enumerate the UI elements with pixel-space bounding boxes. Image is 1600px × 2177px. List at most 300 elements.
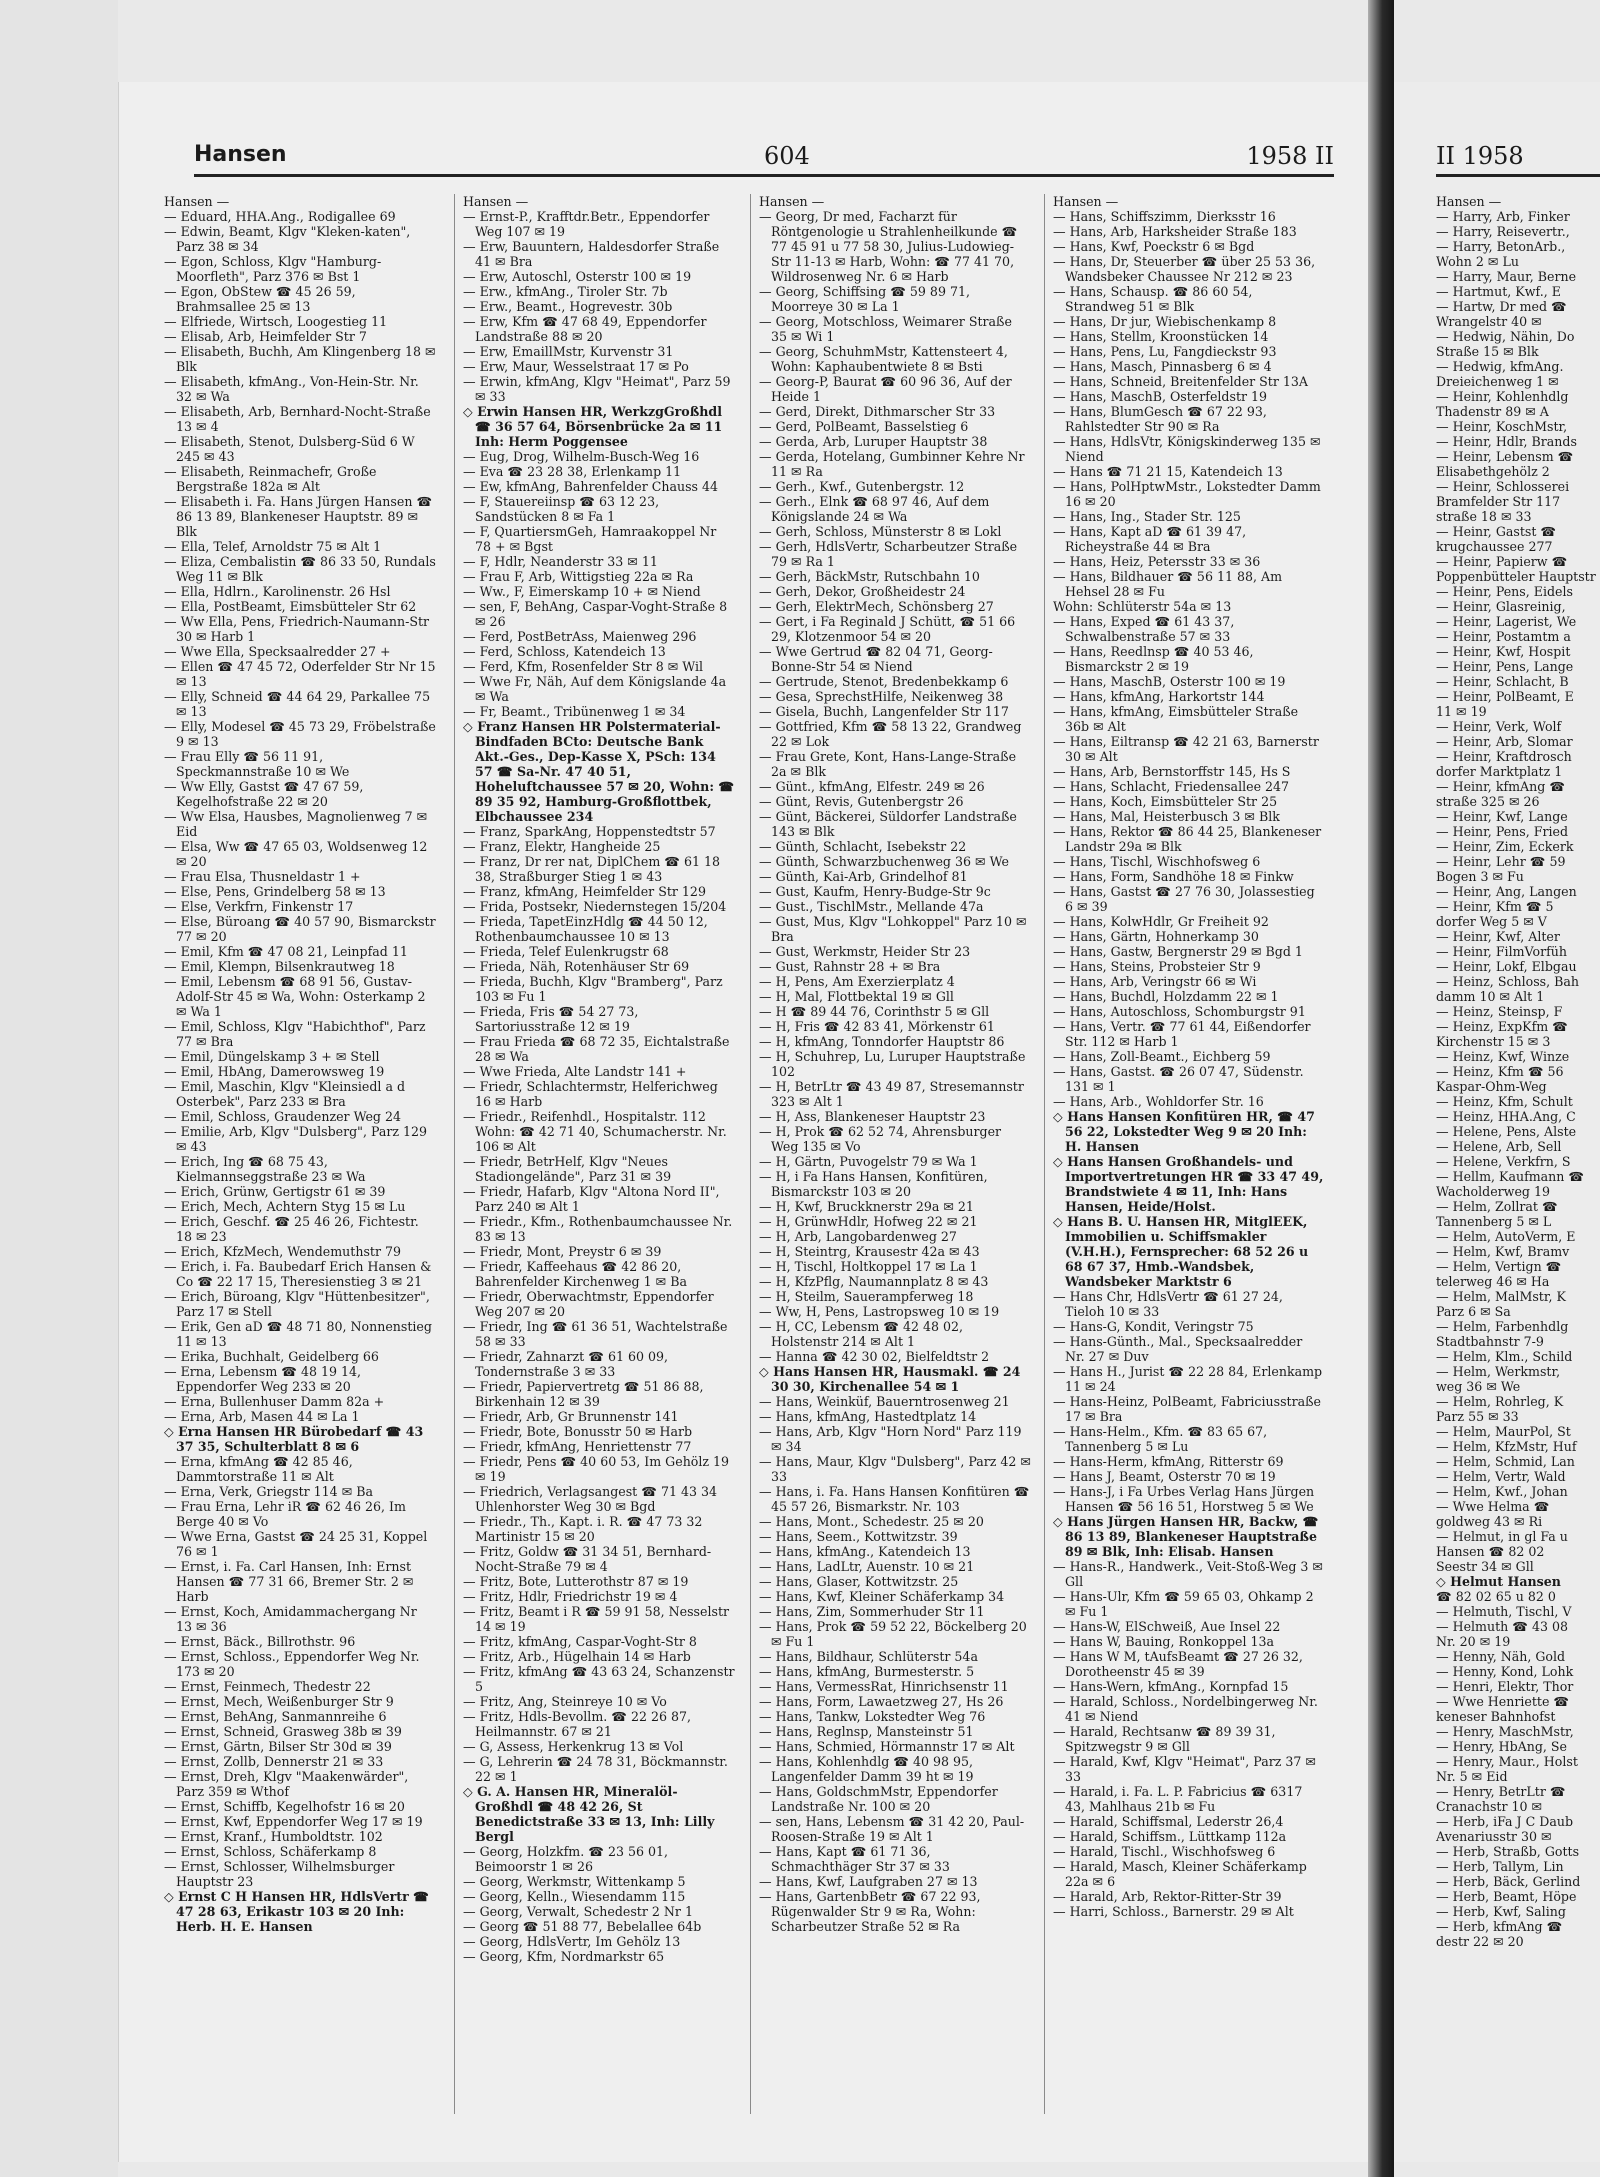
directory-entry: — Günth, Schwarzbuchenweg 36 ✉ We	[759, 854, 1009, 869]
directory-entry: — Hans, Maur, Klgv "Dulsberg", Parz 42 ✉ 33	[759, 1454, 1031, 1484]
directory-entry: — Frieda, Buchh, Klgv "Bramberg", Parz 103 ✉ Fu 1	[463, 974, 723, 1004]
directory-entry: — Hans-W, ElSchweiß, Aue Insel 22	[1053, 1619, 1281, 1634]
directory-entry: — Heinz, Steinsp, F	[1436, 1004, 1563, 1019]
directory-entry: — sen, F, BehAng, Caspar-Voght-Straße 8 ✉ 26	[463, 599, 728, 629]
directory-entry: — Hans W, Bauing, Ronkoppel 13a	[1053, 1634, 1275, 1649]
directory-entry: — Eliza, Cembalistin ☎ 86 33 50, Rundals Weg 11 ✉ Blk	[164, 554, 436, 584]
directory-entry: Hansen ☎ 82 02	[1436, 1544, 1545, 1559]
directory-entry: — Herb, Tallym, Lin	[1436, 1859, 1564, 1874]
directory-entry: — Ernst, Schiffb, Kegelhofstr 16 ✉ 20	[164, 1799, 405, 1814]
directory-entry: — Erwin, kfmAng, Klgv "Heimat", Parz 59 ✉ 33	[463, 374, 731, 404]
directory-entry: — Hans, Buchdl, Holzdamm 22 ✉ 1	[1053, 989, 1279, 1004]
directory-entry: — Wwe Frieda, Alte Landstr 141 +	[463, 1064, 687, 1079]
directory-entry: — Henri, Elektr, Thor	[1436, 1679, 1574, 1694]
directory-entry: — H, Prok ☎ 62 52 74, Ahrensburger Weg 135 ✉ Vo	[759, 1124, 1002, 1154]
directory-entry: — Helene, Verkfrn, S	[1436, 1154, 1571, 1169]
directory-entry: — H, Mal, Flottbektal 19 ✉ Gll	[759, 989, 954, 1004]
directory-entry: Poppenbütteler Hauptstr	[1436, 569, 1596, 584]
directory-entry: — Helm, Vertr, Wald	[1436, 1469, 1566, 1484]
directory-entry: — Herb, iFa J C Daub	[1436, 1814, 1574, 1829]
directory-entry: — Helm, KfzMstr, Huf	[1436, 1439, 1577, 1454]
directory-entry: — Hans, Kohlenhdlg ☎ 40 98 95, Langenfelder Damm 39 ht ✉ 19	[759, 1754, 974, 1784]
directory-entry: — Helene, Pens, Alste	[1436, 1124, 1577, 1139]
directory-entry: — Hans, Seem., Kottwitzstr. 39	[759, 1529, 958, 1544]
directory-entry: — H, Ass, Blankeneser Hauptstr 23	[759, 1109, 986, 1124]
page-header	[194, 142, 1334, 177]
directory-entry: — Hans-Günth., Mal., Specksaalredder Nr. 27 ✉ Duv	[1053, 1334, 1303, 1364]
directory-entry: — Hans, GoldschmMstr, Eppendorfer Landstraße Nr. 100 ✉ 20	[759, 1784, 998, 1814]
directory-entry: — Frau Grete, Kont, Hans-Lange-Straße 2a ✉ Blk	[759, 749, 1017, 779]
directory-entry: — Egon, ObStew ☎ 45 26 59, Brahmsallee 25 ✉ 13	[164, 284, 356, 314]
column-surname-label: Hansen —	[1053, 194, 1119, 209]
directory-entry: — Friedr., Reifenhdl., Hospitalstr. 112 Wohn: ☎ 42 71 40, Schumacherstr. Nr. 106 ✉ Alt	[463, 1109, 727, 1154]
directory-entry: Kirchenstr 15 ✉ 3	[1436, 1034, 1551, 1049]
directory-entry: — Hans, BlumGesch ☎ 67 22 93, Rahlstedter Str 90 ✉ Ra	[1053, 404, 1267, 434]
directory-page-605-fragment	[1394, 82, 1600, 2162]
directory-entry: — Hans, MaschB, Osterfeldstr 19	[1053, 389, 1268, 404]
directory-entry: — Ernst, Koch, Amidammachergang Nr 13 ✉ 36	[164, 1604, 417, 1634]
directory-entry: — Emil, HbAng, Damerowsweg 19	[164, 1064, 385, 1079]
directory-column-4	[1044, 194, 1325, 2114]
directory-entry: — Harald, Arb, Rektor-Ritter-Str 39	[1053, 1889, 1282, 1904]
directory-entry: — Ernst, Feinmech, Thedestr 22	[164, 1679, 371, 1694]
directory-entry: — Erna, Lebensm ☎ 48 19 14, Eppendorfer Weg 233 ✉ 20	[164, 1364, 362, 1394]
directory-entry: — Elly, Modesel ☎ 45 73 29, Fröbelstraße 9 ✉ 13	[164, 719, 436, 749]
directory-entry: — Fritz, Hdls-Bevollm. ☎ 22 26 87, Heilmannstr. 67 ✉ 21	[463, 1709, 692, 1739]
directory-entry: — Günt., kfmAng, Elfestr. 249 ✉ 26	[759, 779, 985, 794]
directory-entry: — Günth, Kai-Arb, Grindelhof 81	[759, 869, 968, 884]
directory-entry: — Hans, kfmAng., Katendeich 13	[759, 1544, 971, 1559]
directory-columns	[164, 194, 1344, 2114]
directory-column-right	[1436, 194, 1600, 1949]
directory-entry: — Friedr., Kfm., Rothenbaumchaussee Nr. 83 ✉ 13	[463, 1214, 733, 1244]
directory-entry: telerweg 46 ✉ Ha	[1436, 1274, 1550, 1289]
directory-entry: — Erich, Mech, Achtern Styg 15 ✉ Lu	[164, 1199, 406, 1214]
directory-entry: — Hans, Schiffszimm, Dierksstr 16	[1053, 209, 1276, 224]
directory-entry: — Erika, Buchhalt, Geidelberg 66	[164, 1349, 379, 1364]
directory-entry: — Hartw, Dr med ☎	[1436, 299, 1567, 314]
directory-entry: — Emil, Schloss, Klgv "Habichthof", Parz 77 ✉ Bra	[164, 1019, 426, 1049]
directory-entry: — Herb, kfmAng ☎	[1436, 1919, 1563, 1934]
directory-entry: — Gerda, Arb, Luruper Hauptstr 38	[759, 434, 988, 449]
directory-entry: — Georg, HdlsVertr, Im Gehölz 13	[463, 1934, 681, 1949]
directory-entry: dorfer Marktplatz 1	[1436, 764, 1563, 779]
directory-entry: Thadenstr 89 ✉ A	[1436, 404, 1549, 419]
directory-entry: — Fr, Beamt., Tribünenweg 1 ✉ 34	[463, 704, 686, 719]
directory-entry: — Franz, Elektr, Hangheide 25	[463, 839, 661, 854]
directory-entry: — Georg, Holzkfm. ☎ 23 56 01, Beimoorstr 1 ✉ 26	[463, 1844, 669, 1874]
directory-entry: — Emil, Lebensm ☎ 68 91 56, Gustav-Adolf-Str 45 ✉ Wa, Wohn: Osterkamp 2 ✉ Wa 1	[164, 974, 426, 1019]
directory-entry: — Hans, GartenbBetr ☎ 67 22 93, Rügenwalder Str 9 ✉ Ra, Wohn: Scharbeutzer Straße 52 ✉ Ra	[759, 1889, 981, 1934]
directory-entry: — Helm, Rohrleg, K	[1436, 1394, 1564, 1409]
directory-entry: ◇ Hans Hansen Großhandels- und Importvertretungen HR ☎ 33 47 49, Brandstwiete 4 ✉ 11, Inh: Hans Hansen, Heide/Holst.	[1053, 1154, 1324, 1214]
directory-entry: — Herb, Beamt, Höpe	[1436, 1889, 1577, 1904]
directory-entry: — H, Fris ☎ 42 83 41, Mörkenstr 61	[759, 1019, 995, 1034]
directory-entry: — H, Schuhrep, Lu, Luruper Hauptstraße 102	[759, 1049, 1026, 1079]
directory-entry: — Frieda, TapetEinzHdlg ☎ 44 50 12, Rothenbaumchaussee 10 ✉ 13	[463, 914, 708, 944]
directory-entry: — H, Tischl, Holtkoppel 17 ✉ La 1	[759, 1259, 978, 1274]
directory-entry: — Frau Elsa, Thusneldastr 1 +	[164, 869, 361, 884]
directory-entry: — Heinr, kfmAng ☎	[1436, 779, 1566, 794]
directory-entry: — Henry, BetrLtr ☎	[1436, 1784, 1566, 1799]
directory-entry: — Ernst, Bäck., Billrothstr. 96	[164, 1634, 356, 1649]
directory-entry: — Gerh, BäckMstr, Rutschbahn 10	[759, 569, 980, 584]
directory-entry: — Fritz, kfmAng ☎ 43 63 24, Schanzenstr 5	[463, 1664, 735, 1694]
directory-entry: — Wwe Fr, Näh, Auf dem Königslande 4a ✉ Wa	[463, 674, 727, 704]
directory-entry: — Heinz, Kwf, Winze	[1436, 1049, 1570, 1064]
directory-entry: — H, Steintrg, Krausestr 42a ✉ 43	[759, 1244, 980, 1259]
directory-entry: — Helm, Werkmstr,	[1436, 1364, 1561, 1379]
directory-entry: — Ew, kfmAng, Bahrenfelder Chauss 44	[463, 479, 719, 494]
directory-entry: — Ernst, Kwf, Eppendorfer Weg 17 ✉ 19	[164, 1814, 423, 1829]
directory-entry: damm 10 ✉ Alt 1	[1436, 989, 1545, 1004]
directory-entry: — Hans W M, tAufsBeamt ☎ 27 26 32, Dorotheenstr 45 ✉ 39	[1053, 1649, 1303, 1679]
directory-entry: ◇ Hans Jürgen Hansen HR, Backw, ☎ 86 13 89, Blankeneser Hauptstraße 89 ✉ Blk, Inh: Elisab. Hansen	[1053, 1514, 1319, 1559]
directory-entry: — H, Steilm, Sauerampferweg 18	[759, 1289, 974, 1304]
directory-entry: — Harald, Schiffsmal, Lederstr 26,4	[1053, 1814, 1284, 1829]
directory-entry: — Friedr, Hafarb, Klgv "Altona Nord II", Parz 240 ✉ Alt 1	[463, 1184, 720, 1214]
directory-entry: — Emil, Düngelskamp 3 + ✉ Stell	[164, 1049, 380, 1064]
directory-entry: — Hans, Schlacht, Friedensallee 247	[1053, 779, 1290, 794]
directory-entry: — Hans, Zim, Sommerhuder Str 11	[759, 1604, 985, 1619]
directory-entry: — Elsa, Ww ☎ 47 65 03, Woldsenweg 12 ✉ 20	[164, 839, 428, 869]
directory-entry: — Franz, SparkAng, Hoppenstedtstr 57	[463, 824, 716, 839]
directory-entry: — Fritz, Ang, Steinreye 10 ✉ Vo	[463, 1694, 667, 1709]
directory-entry: — Hans, Form, Lawaetzweg 27, Hs 26	[759, 1694, 1004, 1709]
directory-entry: — Heinr, Gastst ☎	[1436, 524, 1557, 539]
directory-entry: — Friedr, Ing ☎ 61 36 51, Wachtelstraße 58 ✉ 33	[463, 1319, 728, 1349]
directory-entry: — Georg-P, Baurat ☎ 60 96 36, Auf der Heide 1	[759, 374, 1012, 404]
directory-entry: — Elisabeth, Reinmachefr, Große Bergstraße 182a ✉ Alt	[164, 464, 377, 494]
directory-entry: — Erich, Geschf. ☎ 25 46 26, Fichtestr. 18 ✉ 23	[164, 1214, 419, 1244]
directory-entry: — Erna, kfmAng ☎ 42 85 46, Dammtorstraße 11 ✉ Alt	[164, 1454, 353, 1484]
directory-entry: — H, BetrLtr ☎ 43 49 87, Stresemannstr 323 ✉ Alt 1	[759, 1079, 1024, 1109]
directory-entry: — Hans, Heiz, Petersstr 33 ✉ 36	[1053, 554, 1261, 569]
directory-entry: — Friedr, Pens ☎ 40 60 53, Im Gehölz 19 ✉ 19	[463, 1454, 730, 1484]
directory-entry: — Helmuth ☎ 43 08	[1436, 1619, 1569, 1634]
directory-entry: — Else, Verkfrn, Finkenstr 17	[164, 899, 354, 914]
directory-entry: — Heinz, HHA.Ang, C	[1436, 1109, 1576, 1124]
directory-entry: — Fritz, Hdlr, Friedrichstr 19 ✉ 4	[463, 1589, 678, 1604]
directory-entry: — Hans, Weinküf, Bauerntrosenweg 21	[759, 1394, 1010, 1409]
directory-entry: — Heinz, Kfm, Schult	[1436, 1094, 1573, 1109]
header-surname: Hansen	[194, 142, 287, 167]
directory-entry: straße 18 ✉ 33	[1436, 509, 1532, 524]
directory-entry: — Georg, Schiffsing ☎ 59 89 71, Moorreye 30 ✉ La 1	[759, 284, 970, 314]
directory-entry: — Heinr, Pens, Eidels	[1436, 584, 1573, 599]
directory-entry: — Georg ☎ 51 88 77, Bebelallee 64b	[463, 1919, 702, 1934]
scan-left-margin	[0, 0, 118, 2177]
directory-entry: — Heinz, Schloss, Bah	[1436, 974, 1580, 989]
directory-entry: — Friedr, Bote, Bonusstr 50 ✉ Harb	[463, 1424, 693, 1439]
directory-entry: — Fritz, Beamt i R ☎ 59 91 58, Nesselstr 14 ✉ 19	[463, 1604, 730, 1634]
book-gutter	[1368, 0, 1394, 2177]
directory-entry: ◇ Ernst C H Hansen HR, HdlsVertr ☎ 47 28 63, Erikastr 103 ✉ 20 Inh: Herb. H. E. Hansen	[164, 1889, 429, 1934]
directory-entry: — Hans, KolwHdlr, Gr Freiheit 92	[1053, 914, 1269, 929]
directory-entry: Wohn 2 ✉ Lu	[1436, 254, 1519, 269]
directory-entry: — Ferd, Schloss, Katendeich 13	[463, 644, 666, 659]
directory-entry: — Hans, HdlsVtr, Königskinderweg 135 ✉ Niend	[1053, 434, 1321, 464]
directory-entry: — Heinr, Ang, Langen	[1436, 884, 1577, 899]
directory-entry: — Hans, Prok ☎ 59 52 22, Böckelberg 20 ✉ Fu 1	[759, 1619, 1027, 1649]
directory-entry: — Ernst, Kranf., Humboldtstr. 102	[164, 1829, 383, 1844]
directory-entry: — Harald, i. Fa. L. P. Fabricius ☎ 6317 43, Mahlhaus 21b ✉ Fu	[1053, 1784, 1303, 1814]
directory-entry: — Ww Elly, Gastst ☎ 47 67 59, Kegelhofstraße 22 ✉ 20	[164, 779, 364, 809]
directory-entry: Cranachstr 10 ✉	[1436, 1799, 1543, 1814]
directory-entry: — Elly, Schneid ☎ 44 64 29, Parkallee 75 ✉ 13	[164, 689, 431, 719]
directory-entry: — sen, Hans, Lebensm ☎ 31 42 20, Paul-Roosen-Straße 19 ✉ Alt 1	[759, 1814, 1025, 1844]
directory-entry: — Elfriede, Wirtsch, Loogestieg 11	[164, 314, 388, 329]
directory-entry: — Günt, Revis, Gutenbergstr 26	[759, 794, 964, 809]
directory-entry: — Gerh, ElektrMech, Schönsberg 27	[759, 599, 994, 614]
directory-entry: — Ella, PostBeamt, Eimsbütteler Str 62	[164, 599, 417, 614]
directory-entry: — Hans-Herm, kfmAng, Ritterstr 69	[1053, 1454, 1284, 1469]
directory-entry: — Helm, Kwf., Johan	[1436, 1484, 1568, 1499]
directory-entry: — Hans, Stellm, Kroonstücken 14	[1053, 329, 1269, 344]
directory-entry: — Günth, Schlacht, Isebekstr 22	[759, 839, 967, 854]
directory-entry: — Georg, Werkmstr, Wittenkamp 5	[463, 1874, 686, 1889]
directory-entry: Bramfelder Str 117	[1436, 494, 1561, 509]
directory-entry: — Frieda, Fris ☎ 54 27 73, Sartoriusstraße 12 ✉ 19	[463, 1004, 639, 1034]
column-surname-label: Hansen —	[1436, 194, 1502, 209]
directory-entry: — Heinr, Schlosserei	[1436, 479, 1570, 494]
directory-entry: — Hans-Wern, kfmAng., Kornpfad 15	[1053, 1679, 1289, 1694]
directory-entry: — Frau F, Arb, Wittigstieg 22a ✉ Ra	[463, 569, 694, 584]
directory-entry: — Emil, Maschin, Klgv "Kleinsiedl a d Osterbek", Parz 233 ✉ Bra	[164, 1079, 406, 1109]
directory-entry: — H, CC, Lebensm ☎ 42 48 02, Holstenstr 214 ✉ Alt 1	[759, 1319, 964, 1349]
directory-entry: — Fritz, Goldw ☎ 31 34 51, Bernhard-Nocht-Straße 79 ✉ 4	[463, 1544, 712, 1574]
directory-entry: — Harry, Arb, Finker	[1436, 209, 1570, 224]
directory-entry: — Emil, Schloss, Graudenzer Weg 24	[164, 1109, 402, 1124]
directory-entry: — Wwe Gertrud ☎ 82 04 71, Georg-Bonne-Str 54 ✉ Niend	[759, 644, 993, 674]
directory-entry: — Ernst, i. Fa. Carl Hansen, Inh: Ernst Hansen ☎ 77 31 66, Bremer Str. 2 ✉ Harb	[164, 1559, 414, 1604]
directory-entry: — Heinr, Pens, Lange	[1436, 659, 1574, 674]
directory-entry: — Hans, Steins, Probsteier Str 9	[1053, 959, 1261, 974]
directory-entry: — Hans, Kwf, Kleiner Schäferkamp 34	[759, 1589, 1005, 1604]
directory-entry: — Hans, Form, Sandhöhe 18 ✉ Finkw	[1053, 869, 1294, 884]
directory-entry: — Hans, Kapt ☎ 61 71 36, Schmachthäger Str 37 ✉ 33	[759, 1844, 950, 1874]
directory-entry: — Heinr, Lebensm ☎	[1436, 449, 1574, 464]
directory-entry: — Erik, Gen aD ☎ 48 71 80, Nonnenstieg 11 ✉ 13	[164, 1319, 432, 1349]
directory-entry: — Helm, MaurPol, St	[1436, 1424, 1571, 1439]
directory-entry: — Harald, Schloss., Nordelbingerweg Nr. 41 ✉ Niend	[1053, 1694, 1318, 1724]
directory-entry: — F, Stauereiinsp ☎ 63 12 23, Sandstücken 8 ✉ Fa 1	[463, 494, 660, 524]
directory-entry: — Helm, Vertign ☎	[1436, 1259, 1562, 1274]
directory-entry: — Gust, Mus, Klgv "Lohkoppel" Parz 10 ✉ Bra	[759, 914, 1027, 944]
directory-entry: — Herb, Bäck, Gerlind	[1436, 1874, 1581, 1889]
directory-entry: — Erw., kfmAng., Tiroler Str. 7b	[463, 284, 668, 299]
directory-entry: — F, QuartiersmGeh, Hamraakoppel Nr 78 + ✉ Bgst	[463, 524, 717, 554]
directory-entry: — Harald, Tischl., Wischhofsweg 6	[1053, 1844, 1276, 1859]
directory-entry: — Georg, Verwalt, Schedestr 2 Nr 1	[463, 1904, 693, 1919]
directory-entry: — Hans-Ulr, Kfm ☎ 59 65 03, Ohkamp 2 ✉ Fu 1	[1053, 1589, 1314, 1619]
directory-entry: — Ernst, Schloss, Schäferkamp 8	[164, 1844, 377, 1859]
directory-entry: Kaspar-Ohm-Weg	[1436, 1079, 1547, 1094]
directory-entry: — Hanna ☎ 42 30 02, Bielfeldtstr 2	[759, 1349, 990, 1364]
directory-entry: — Elisab, Arb, Heimfelder Str 7	[164, 329, 367, 344]
directory-entry: Parz 55 ✉ 33	[1436, 1409, 1519, 1424]
directory-entry: — G, Lehrerin ☎ 24 78 31, Böckmannstr. 22 ✉ 1	[463, 1754, 728, 1784]
directory-entry: Stadtbahnstr 7-9	[1436, 1334, 1544, 1349]
directory-entry: — Hans, Vertr. ☎ 77 61 44, Eißendorfer Str. 112 ✉ Harb 1	[1053, 1019, 1311, 1049]
directory-entry: — Hans, Gastw, Bergnerstr 29 ✉ Bgd 1	[1053, 944, 1303, 959]
directory-entry: — Georg, Dr med, Facharzt für Röntgenologie u Strahlenheilkunde ☎ 77 45 91 u 77 58 30, Julius-Ludowieg-Str 11-13 ✉ Harb, Wohn: ☎ 77 41 70, Wildrosenweg Nr. 6 ✉ Harb	[759, 209, 1018, 284]
directory-entry: — Hans, Dr jur, Wiebischenkamp 8	[1053, 314, 1277, 329]
directory-entry: — Ww, H, Pens, Lastropsweg 10 ✉ 19	[759, 1304, 1000, 1319]
header-page-number: 604	[764, 142, 810, 170]
directory-entry: goldweg 43 ✉ Ri	[1436, 1514, 1543, 1529]
directory-entry: — Hans, Pens, Lu, Fangdieckstr 93	[1053, 344, 1277, 359]
directory-entry: — Heinr, Kwf, Alter	[1436, 929, 1560, 944]
directory-entry: — Heinr, Pens, Fried	[1436, 824, 1569, 839]
directory-entry: ◇ G. A. Hansen HR, Mineralöl-Großhdl ☎ 48 42 26, St Benedictstraße 33 ✉ 13, Inh: Lilly Bergl	[463, 1784, 715, 1844]
directory-entry: — Frieda, Näh, Rotenhäuser Str 69	[463, 959, 690, 974]
directory-entry: — Gottfried, Kfm ☎ 58 13 22, Grandweg 22 ✉ Lok	[759, 719, 1022, 749]
directory-entry: — Hans-R., Handwerk., Veit-Stoß-Weg 3 ✉ Gll	[1053, 1559, 1323, 1589]
directory-entry: — Friedr, Kaffeehaus ☎ 42 86 20, Bahrenfelder Kirchenweg 1 ✉ Ba	[463, 1259, 687, 1289]
directory-entry: — Ella, Telef, Arnoldstr 75 ✉ Alt 1	[164, 539, 382, 554]
directory-entry: — Heinr, Lagerist, We	[1436, 614, 1577, 629]
directory-entry: — Harald, Schiffsm., Lüttkamp 112a	[1053, 1829, 1287, 1844]
directory-entry: — Heinr, Hdlr, Brands	[1436, 434, 1577, 449]
directory-entry: — Ernst, Gärtn, Bilser Str 30d ✉ 39	[164, 1739, 392, 1754]
directory-entry: ◇ Erna Hansen HR Bürobedarf ☎ 43 37 35, Schulterblatt 8 ✉ 6	[164, 1424, 424, 1454]
directory-entry: — Georg, SchuhmMstr, Kattensteert 4, Wohn: Kaphaubentwiete 8 ✉ Bsti	[759, 344, 1008, 374]
directory-entry: — Georg, Motschloss, Weimarer Straße 35 ✉ Wi 1	[759, 314, 1012, 344]
directory-entry: — Herb, Kwf, Saling	[1436, 1904, 1566, 1919]
directory-entry: — Elisabeth, Stenot, Dulsberg-Süd 6 W 245 ✉ 43	[164, 434, 415, 464]
directory-entry: — Hans, Glaser, Kottwitzstr. 25	[759, 1574, 959, 1589]
directory-entry: — Helm, Schmid, Lan	[1436, 1454, 1575, 1469]
directory-entry: — Ernst, Mech, Weißenburger Str 9	[164, 1694, 394, 1709]
directory-entry: — Hans, Zoll-Beamt., Eichberg 59	[1053, 1049, 1271, 1064]
directory-entry: ◇ Helmut Hansen	[1436, 1574, 1561, 1589]
directory-entry: — Hans, LadLtr, Auenstr. 10 ✉ 21	[759, 1559, 975, 1574]
directory-entry: — Elisabeth i. Fa. Hans Jürgen Hansen ☎ 86 13 89, Blankeneser Hauptstr. 89 ✉ Blk	[164, 494, 433, 539]
directory-entry: — Heinz, Kfm ☎ 56	[1436, 1064, 1564, 1079]
directory-entry: — Hans, Schneid, Breitenfelder Str 13A	[1053, 374, 1309, 389]
directory-entry: — Hans, Arb, Klgv "Horn Nord" Parz 119 ✉ 34	[759, 1424, 1022, 1454]
directory-entry: — Henny, Kond, Lohk	[1436, 1664, 1574, 1679]
column-surname-label: Hansen —	[759, 194, 825, 209]
directory-entry: — H, Arb, Langobardenweg 27	[759, 1229, 957, 1244]
directory-entry: — Henny, Näh, Gold	[1436, 1649, 1566, 1664]
directory-entry: — Ernst, BehAng, Sanmannreihe 6	[164, 1709, 387, 1724]
directory-entry: — Gust, Rahnstr 28 + ✉ Bra	[759, 959, 941, 974]
directory-entry: Nr. 5 ✉ Eid	[1436, 1769, 1508, 1784]
directory-entry: Avenariusstr 30 ✉	[1436, 1829, 1552, 1844]
directory-entry: — Hans, i. Fa. Hans Hansen Konfitüren ☎ 45 57 26, Bismarkstr. Nr. 103	[759, 1484, 1030, 1514]
directory-entry: — Hans, Autoschloss, Schomburgstr 91	[1053, 1004, 1306, 1019]
directory-entry: — Hans, Exped ☎ 61 43 37, Schwalbenstraße 57 ✉ 33	[1053, 614, 1235, 644]
directory-entry: — Frau Frieda ☎ 68 72 35, Eichtalstraße 28 ✉ Wa	[463, 1034, 730, 1064]
directory-entry: — Hans, kfmAng, Hastedtplatz 14	[759, 1409, 977, 1424]
directory-entry: — Heinr, Lokf, Elbgau	[1436, 959, 1577, 974]
directory-entry: — Erw, Bauuntern, Haldesdorfer Straße 41 ✉ Bra	[463, 239, 720, 269]
directory-entry: — Erna, Arb, Masen 44 ✉ La 1	[164, 1409, 360, 1424]
directory-entry: — Harald, Rechtsanw ☎ 89 39 31, Spitzwegstr 9 ✉ Gll	[1053, 1724, 1276, 1754]
directory-entry: — Friedr, BetrHelf, Klgv "Neues Stadiongelände", Parz 31 ✉ 39	[463, 1154, 672, 1184]
directory-entry: — Heinr, FilmVorfüh	[1436, 944, 1567, 959]
directory-entry: — Hans, Schausp. ☎ 86 60 54, Strandweg 51 ✉ Blk	[1053, 284, 1253, 314]
directory-entry: — Hans-J, i Fa Urbes Verlag Hans Jürgen Hansen ☎ 56 16 51, Horstweg 5 ✉ We	[1053, 1484, 1315, 1514]
directory-entry: — Helm, AutoVerm, E	[1436, 1229, 1576, 1244]
directory-entry: — Hans, Tischl, Wischhofsweg 6	[1053, 854, 1261, 869]
directory-entry: — Harri, Schloss., Barnerstr. 29 ✉ Alt	[1053, 1904, 1294, 1919]
directory-entry: — Friedr, Mont, Preystr 6 ✉ 39	[463, 1244, 662, 1259]
directory-entry: — Hans-Heinz, PolBeamt, Fabriciusstraße 17 ✉ Bra	[1053, 1394, 1322, 1424]
directory-entry: — Hans H., Jurist ☎ 22 28 84, Erlenkamp 11 ✉ 24	[1053, 1364, 1323, 1394]
directory-entry: — Franz, kfmAng, Heimfelder Str 129	[463, 884, 706, 899]
directory-entry: — Gisela, Buchh, Langenfelder Str 117	[759, 704, 1009, 719]
directory-entry: Wacholderweg 19	[1436, 1184, 1550, 1199]
directory-entry: — Heinr, Kraftdrosch	[1436, 749, 1572, 764]
directory-entry: — Heinr, Arb, Slomar	[1436, 734, 1573, 749]
directory-entry: — F, Hdlr, Neanderstr 33 ✉ 11	[463, 554, 658, 569]
directory-entry: — Günt, Bäckerei, Süldorfer Landstraße 143 ✉ Blk	[759, 809, 1017, 839]
directory-entry: — Erna, Bullenhuser Damm 82a +	[164, 1394, 385, 1409]
directory-entry: — Harald, Kwf, Klgv "Heimat", Parz 37 ✉ 33	[1053, 1754, 1316, 1784]
directory-entry: Wohn: Schlüterstr 54a ✉ 13	[1053, 599, 1232, 614]
directory-entry: — Friedr, Papiervertretg ☎ 51 86 88, Birkenhain 12 ✉ 39	[463, 1379, 704, 1409]
directory-entry: — Emil, Kfm ☎ 47 08 21, Leinpfad 11	[164, 944, 408, 959]
directory-entry: — Ernst, Schneid, Grasweg 38b ✉ 39	[164, 1724, 402, 1739]
directory-entry: — Ernst, Schlosser, Wilhelmsburger Hauptstr 23	[164, 1859, 395, 1889]
directory-entry: — H, Gärtn, Puvogelstr 79 ✉ Wa 1	[759, 1154, 978, 1169]
directory-entry: — Elisabeth, Buchh, Am Klingenberg 18 ✉ Blk	[164, 344, 436, 374]
directory-entry: — Erich, i. Fa. Baubedarf Erich Hansen & Co ☎ 22 17 15, Theresienstieg 3 ✉ 21	[164, 1259, 432, 1289]
directory-entry: — H, kfmAng, Tonndorfer Hauptstr 86	[759, 1034, 1005, 1049]
directory-entry: — Ella, Hdlrn., Karolinenstr. 26 Hsl	[164, 584, 391, 599]
directory-entry: — G, Assess, Herkenkrug 13 ✉ Vol	[463, 1739, 684, 1754]
directory-entry: — Erich, Ing ☎ 68 75 43, Kielmannseggstraße 23 ✉ Wa	[164, 1154, 366, 1184]
directory-entry: — Helm, Kwf, Bramv	[1436, 1244, 1570, 1259]
directory-column-3	[750, 194, 1031, 2114]
directory-entry: — Gertrude, Stenot, Bredenbekkamp 6	[759, 674, 1009, 689]
directory-entry: Elisabethgehölz 2	[1436, 464, 1550, 479]
directory-entry: — Elisabeth, Arb, Bernhard-Nocht-Straße 13 ✉ 4	[164, 404, 431, 434]
directory-entry: — Erw, EmaillMstr, Kurvenstr 31	[463, 344, 674, 359]
directory-entry: — Frida, Postsekr, Niedernstegen 15/204	[463, 899, 727, 914]
directory-entry: — Hans J, Beamt, Osterstr 70 ✉ 19	[1053, 1469, 1276, 1484]
directory-entry: — Eug, Drog, Wilhelm-Busch-Weg 16	[463, 449, 700, 464]
directory-entry: — Frieda, Telef Eulenkrugstr 68	[463, 944, 669, 959]
directory-entry: — H, Pens, Am Exerzierplatz 4	[759, 974, 955, 989]
directory-entry: — Gert, i Fa Reginald J Schütt, ☎ 51 66 29, Klotzenmoor 54 ✉ 20	[759, 614, 1016, 644]
directory-entry: — Emil, Klempn, Bilsenkrautweg 18	[164, 959, 395, 974]
directory-entry: Tannenberg 5 ✉ L	[1436, 1214, 1552, 1229]
directory-entry: weg 36 ✉ We	[1436, 1379, 1521, 1394]
directory-entry: — Gust, Werkmstr, Heider Str 23	[759, 944, 971, 959]
directory-entry: — Heinr, Kfm ☎ 5	[1436, 899, 1554, 914]
directory-entry: — Gerda, Hotelang, Gumbinner Kehre Nr 11 ✉ Ra	[759, 449, 1025, 479]
directory-entry: — Gerh., Kwf., Gutenbergstr. 12	[759, 479, 965, 494]
directory-entry: — Herb, Straßb, Gotts	[1436, 1844, 1580, 1859]
directory-entry: — Heinr, PolBeamt, E	[1436, 689, 1574, 704]
directory-entry: — Helm, MalMstr, K	[1436, 1289, 1566, 1304]
directory-entry: 11 ✉ 19	[1436, 704, 1487, 719]
directory-entry: — Hans, Kapt aD ☎ 61 39 47, Richeystraße 44 ✉ Bra	[1053, 524, 1247, 554]
directory-entry: — Helmut, in gl Fa u	[1436, 1529, 1568, 1544]
directory-column-1	[164, 194, 436, 2114]
directory-entry: — Friedrich, Verlagsangest ☎ 71 43 34 Uhlenhorster Weg 30 ✉ Bgd	[463, 1484, 718, 1514]
directory-entry: — Erw, Maur, Wesselstraat 17 ✉ Po	[463, 359, 689, 374]
directory-entry: — Gerh, Schloss, Münsterstr 8 ✉ Lokl	[759, 524, 1002, 539]
directory-entry: — Ferd, Kfm, Rosenfelder Str 8 ✉ Wil	[463, 659, 704, 674]
directory-entry: Seestr 34 ✉ Gll	[1436, 1559, 1534, 1574]
header-year: 1958 II	[1246, 142, 1334, 170]
directory-entry: Bogen 3 ✉ Fu	[1436, 869, 1524, 884]
